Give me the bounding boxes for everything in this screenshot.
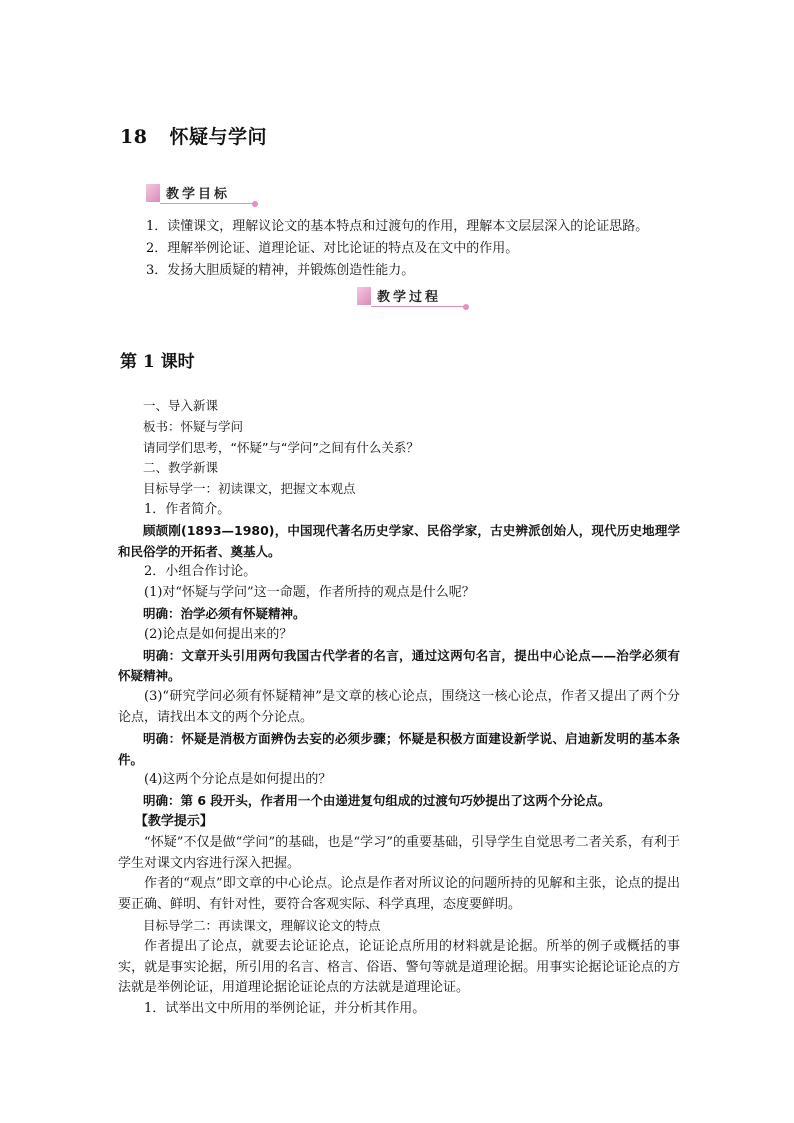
goals-section-badge: [146, 182, 258, 204]
badge-dot-icon: [463, 304, 469, 310]
paragraph: 作者提出了论点，就要去论证论点，论证论点所用的材料就是论据。所举的例子或概括的事实，就是事实论据，所引用的名言、格言、俗语、警句等就是道理论据。用事实论据论证论点的方法就是举例论证，用道理论据论证论点的方法就是道理论证。: [118, 938, 680, 996]
paragraph: 明确：文章开头引用两句我国古代学者的名言，通过这两句名言，提出中心论点——治学必须有怀疑精神。: [118, 647, 680, 684]
paragraph: 顾颉刚(1893—1980)，中国现代著名历史学家、民俗学家，古史辨派创始人，现代历史地理学和民俗学的开拓者、奠基人。: [118, 522, 680, 559]
paragraph: (2)论点是如何提出来的？: [144, 626, 293, 642]
chapter-number: 18: [120, 126, 148, 148]
paragraph: (4)这两个分论点是如何提出的？: [144, 772, 332, 788]
badge-block-icon: [146, 184, 160, 202]
lesson-body: [118, 396, 680, 1020]
chapter-name: 怀疑与学问: [169, 126, 267, 148]
paragraph: 目标导学二：再读课文，理解议论文的特点: [143, 917, 381, 933]
teaching-tip-heading: 【教学提示】: [134, 813, 213, 829]
paragraph: 1．试举出文中所用的举例论证，并分析其作用。: [144, 1001, 426, 1017]
badge-underline: [160, 203, 254, 204]
badge-block-icon: [357, 287, 371, 305]
lesson-title: 第 1 课时: [120, 352, 195, 372]
badge-dot-icon: [252, 201, 258, 207]
paragraph: 明确：治学必须有怀疑精神。: [143, 605, 306, 621]
goals-badge-label: 教学目标: [166, 187, 231, 202]
paragraph: 板书：怀疑与学问: [143, 418, 244, 434]
badge-underline: [371, 306, 465, 307]
paragraph: 一、导入新课: [143, 398, 219, 413]
paragraph: 二、教学新课: [143, 460, 219, 476]
paragraph: 2．小组合作讨论。: [144, 564, 257, 580]
paragraph: 明确：怀疑是消极方面辨伪去妄的必须步骤；怀疑是积极方面建设新学说、启迪新发明的基本条件。: [118, 730, 680, 767]
paragraph: “怀疑”不仅是做“学问”的基础，也是“学习”的重要基础，引导学生自觉思考二者关系，有利于学生对课文内容进行深入把握。: [118, 834, 680, 871]
chapter-title: [120, 122, 267, 149]
paragraph: 请同学们思考，“怀疑”与“学问”之间有什么关系？: [143, 439, 419, 455]
goal-item: 3．发扬大胆质疑的精神，并锻炼创造性能力。: [146, 263, 415, 278]
paragraph: 作者的“观点”即文章的中心论点。论点是作者对所议论的问题所持的见解和主张，论点的提出要正确、鲜明、有针对性，要符合客观实际、科学真理，态度要鲜明。: [118, 876, 680, 913]
paragraph: (1)对“怀疑与学问”这一命题，作者所持的观点是什么呢？: [144, 585, 475, 601]
goal-item: 2．理解举例论证、道理论证、对比论证的特点及在文中的作用。: [146, 241, 519, 256]
paragraph: 明确：第 6 段开头，作者用一个由递进复句组成的过渡句巧妙提出了这两个分论点。: [143, 793, 611, 809]
paragraph: 1．作者简介。: [144, 501, 231, 517]
process-section-badge: [357, 285, 469, 307]
paragraph: 目标导学一：初读课文，把握文本观点: [143, 481, 356, 497]
paragraph: (3)“研究学问必须有怀疑精神”是文章的核心论点，围绕这一核心论点，作者又提出了两个分论点，请找出本文的两个分论点。: [118, 689, 680, 725]
goal-item: 1．读懂课文，理解议论文的基本特点和过渡句的作用，理解本文层层深入的论证思路。: [146, 219, 649, 234]
process-badge-label: 教学过程: [377, 290, 442, 305]
goals-list: [146, 216, 648, 282]
